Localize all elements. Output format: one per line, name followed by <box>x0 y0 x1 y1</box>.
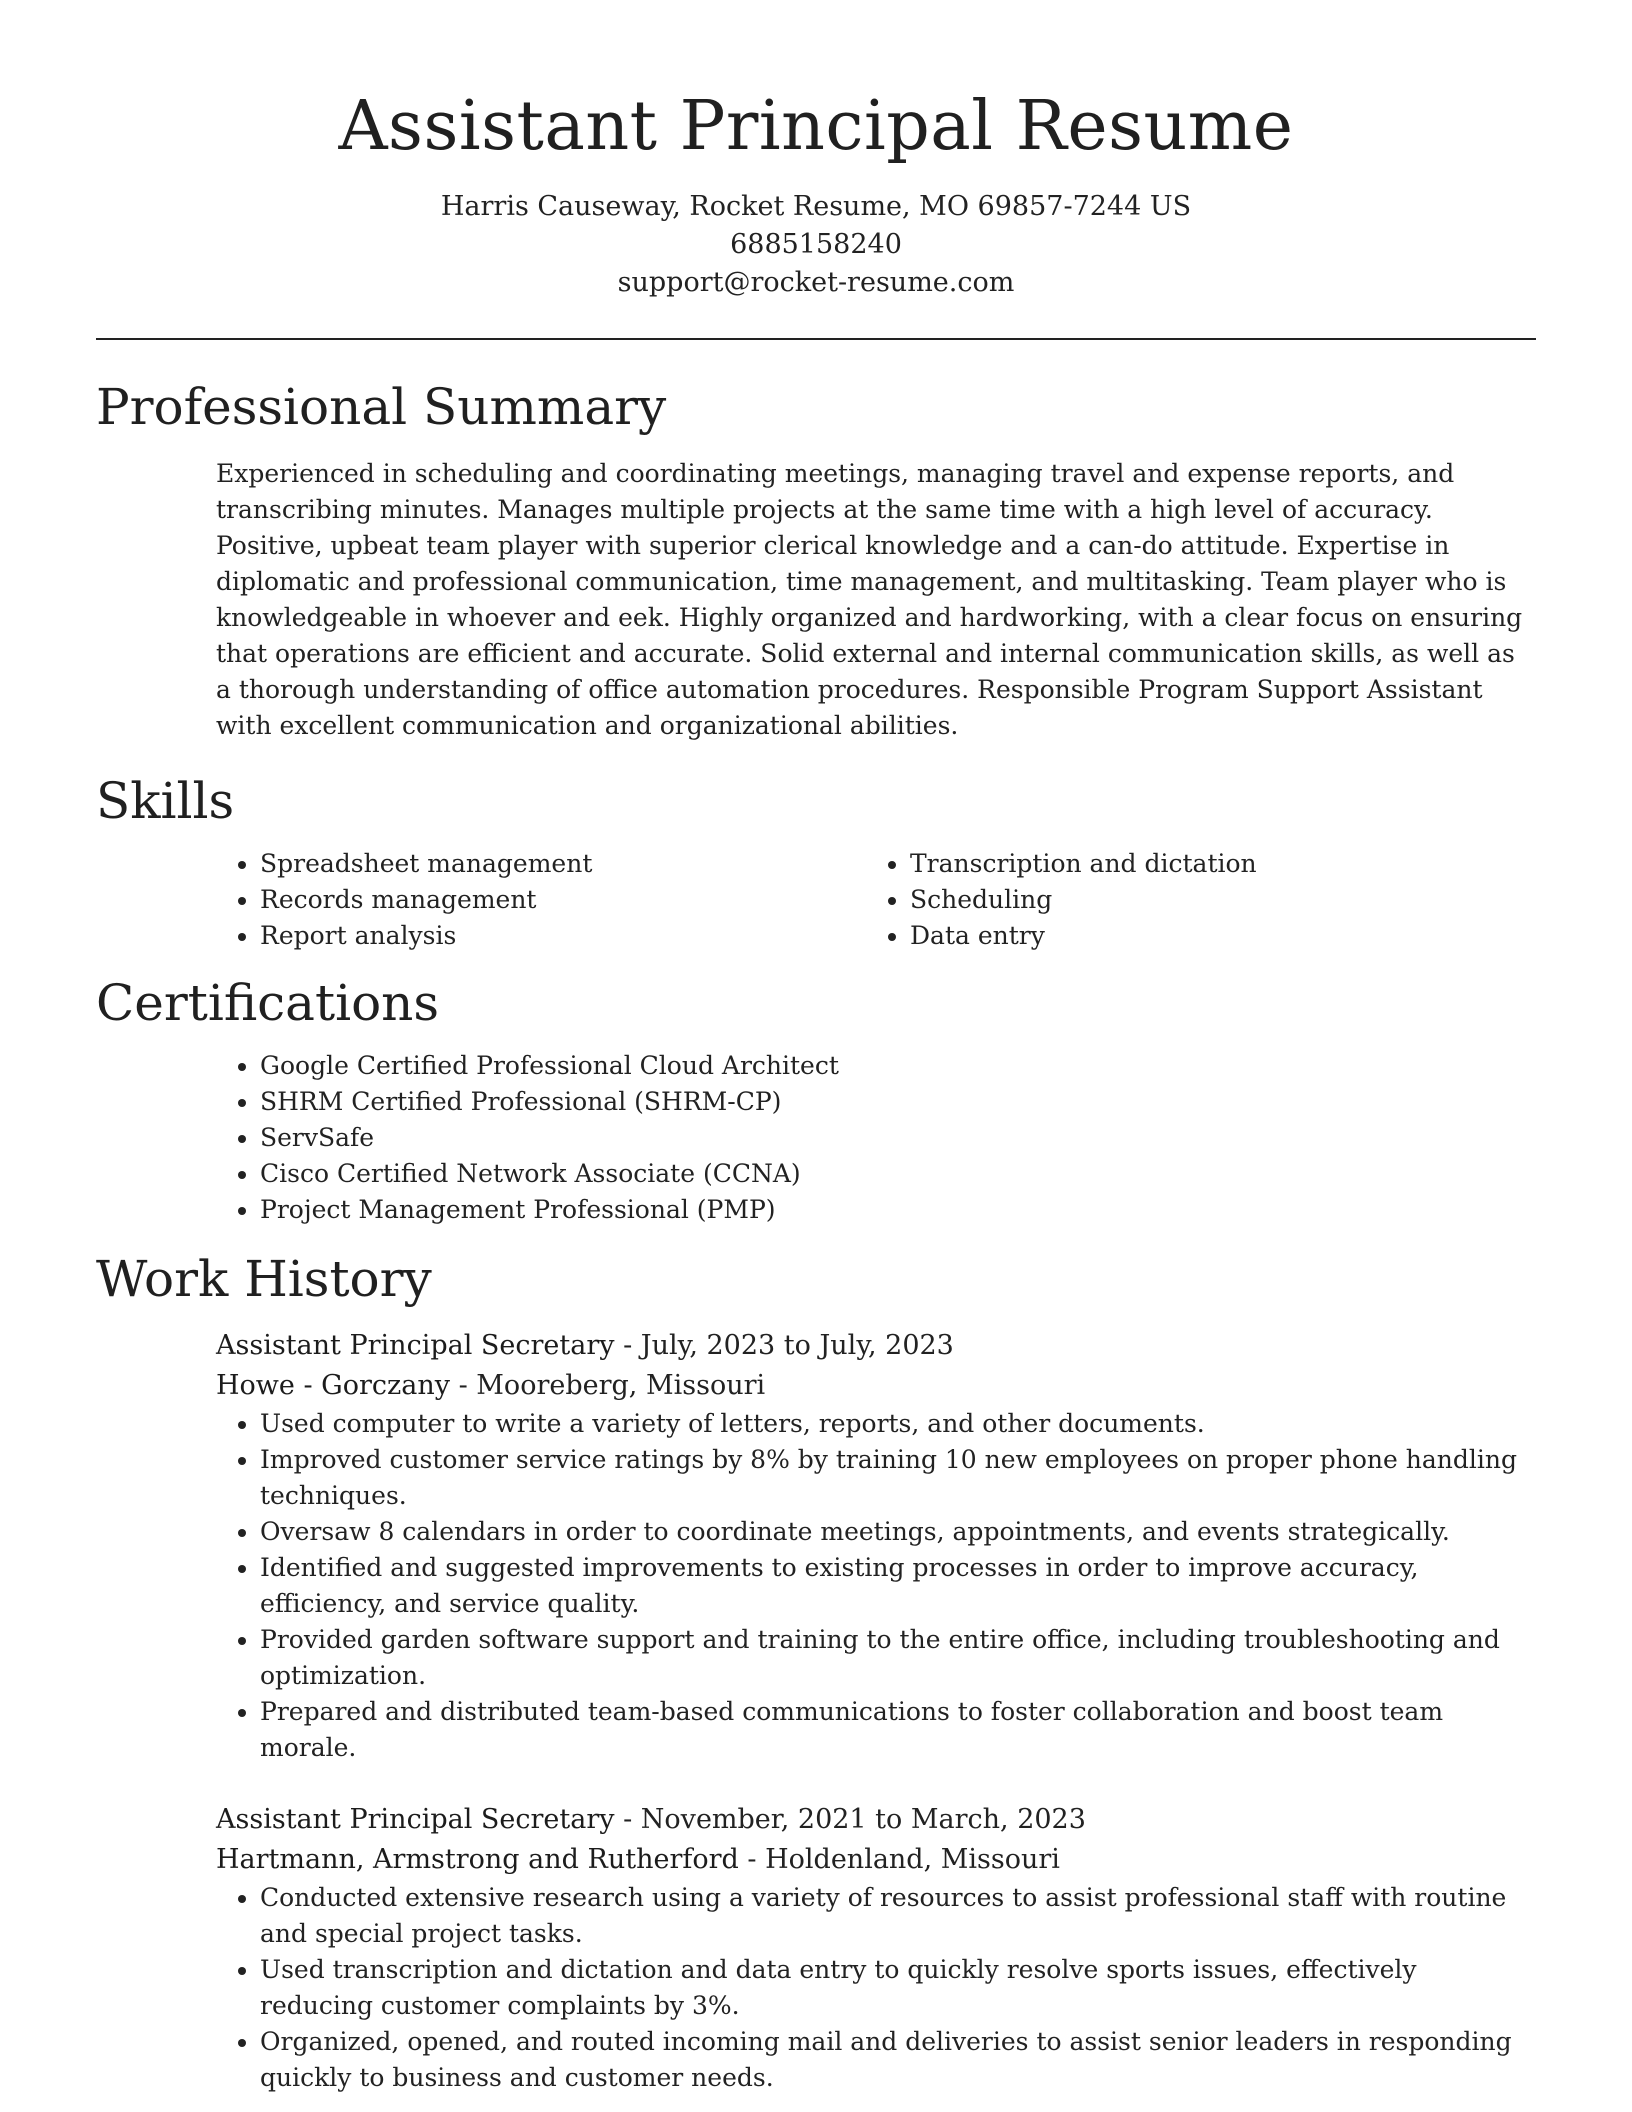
job-bullets <box>216 1880 1536 2096</box>
job-bullet: • Identified and suggested improvements to existing processes in order to improve accuracy, efficiency, and service quality. <box>260 1550 1536 1622</box>
skill-item: • Spreadsheet management <box>260 846 866 882</box>
contact-address: Harris Causeway, Rocket Resume, MO 69857-7244 US <box>440 191 1192 222</box>
header-divider <box>96 338 1536 340</box>
job-bullet: • Provided garden software support and training to the entire office, including troubleshooting and optimization. <box>260 1622 1536 1694</box>
job-company-line <box>216 1840 1536 1880</box>
skill-item: • Transcription and dictation <box>910 846 1516 882</box>
resume-title: Assistant Principal Resume <box>338 87 1294 166</box>
job-entry <box>216 1800 1536 2096</box>
job-company: Hartmann, Armstrong and Rutherford <box>216 1844 739 1875</box>
job-bullet: • Organized, opened, and routed incoming mail and deliveries to assist senior leaders in responding quickly to business and customer needs. <box>260 2024 1536 2096</box>
skill-item: • Scheduling <box>910 882 1516 918</box>
certifications-heading: Certifications <box>96 974 440 1032</box>
skills-grid <box>216 846 1536 954</box>
job-role: Assistant Principal Secretary <box>216 1330 615 1361</box>
job-bullet: • Prepared and distributed team-based communications to foster collaboration and boost team morale. <box>260 1694 1536 1766</box>
skills-column-right <box>866 846 1516 954</box>
certification-item: • SHRM Certified Professional (SHRM-CP) <box>260 1084 1536 1120</box>
skill-item: • Report analysis <box>260 918 866 954</box>
summary-heading: Professional Summary <box>96 378 667 436</box>
job-role: Assistant Principal Secretary <box>216 1804 615 1835</box>
job-company: Howe - Gorczany <box>216 1370 450 1401</box>
skill-item: • Records management <box>260 882 866 918</box>
job-location: - Mooreberg, Missouri <box>450 1370 766 1401</box>
job-title-line <box>216 1326 1536 1366</box>
job-dates: - November, 2021 to March, 2023 <box>614 1804 1086 1835</box>
certification-item: • ServSafe <box>260 1120 1536 1156</box>
certification-item: • Google Certified Professional Cloud Architect <box>260 1048 1536 1084</box>
certification-item: • Project Management Professional (PMP) <box>260 1192 1536 1228</box>
job-bullets <box>216 1406 1536 1766</box>
job-dates: - July, 2023 to July, 2023 <box>614 1330 954 1361</box>
job-location: - Holdenland, Missouri <box>738 1844 1060 1875</box>
contact-block <box>96 188 1536 302</box>
job-bullet: • Used transcription and dictation and data entry to quickly resolve sports issues, effectively reducing customer complaints by 3%. <box>260 1952 1536 2024</box>
certification-item: • Cisco Certified Network Associate (CCNA) <box>260 1156 1536 1192</box>
work-history-heading: Work History <box>96 1250 432 1308</box>
job-title-line <box>216 1800 1536 1840</box>
job-bullet: • Used computer to write a variety of letters, reports, and other documents. <box>260 1406 1536 1442</box>
job-bullet: • Improved customer service ratings by 8% by training 10 new employees on proper phone handling techniques. <box>260 1442 1536 1514</box>
summary-text: Experienced in scheduling and coordinating meetings, managing travel and expense reports, and transcribing minutes. Manages multiple projects at the same time with a high level of accuracy. Positive, upbeat team player with superior clerical knowledge and a can-do attitude. Expertise in diplomatic and professional communication, time management, and multitasking. Team player who is knowledgeable in whoever and eek. Highly organized and hardworking, with a clear focus on ensuring that operations are efficient and accurate. Solid external and internal communication skills, as well as a thorough understanding of office automation procedures. Responsible Program Support Assistant with excellent communication and organizational abilities. <box>216 459 1523 740</box>
contact-email: support@rocket-resume.com <box>617 267 1015 298</box>
skills-column-left <box>216 846 866 954</box>
resume-page <box>96 0 1536 2096</box>
job-bullet: • Oversaw 8 calendars in order to coordinate meetings, appointments, and events strategically. <box>260 1514 1536 1550</box>
contact-phone: 6885158240 <box>730 229 902 260</box>
job-entry <box>216 1326 1536 1766</box>
job-bullet: • Conducted extensive research using a variety of resources to assist professional staff with routine and special project tasks. <box>260 1880 1536 1952</box>
skill-item: • Data entry <box>910 918 1516 954</box>
skills-heading: Skills <box>96 772 235 830</box>
job-company-line <box>216 1366 1536 1406</box>
certifications-list <box>216 1048 1536 1228</box>
